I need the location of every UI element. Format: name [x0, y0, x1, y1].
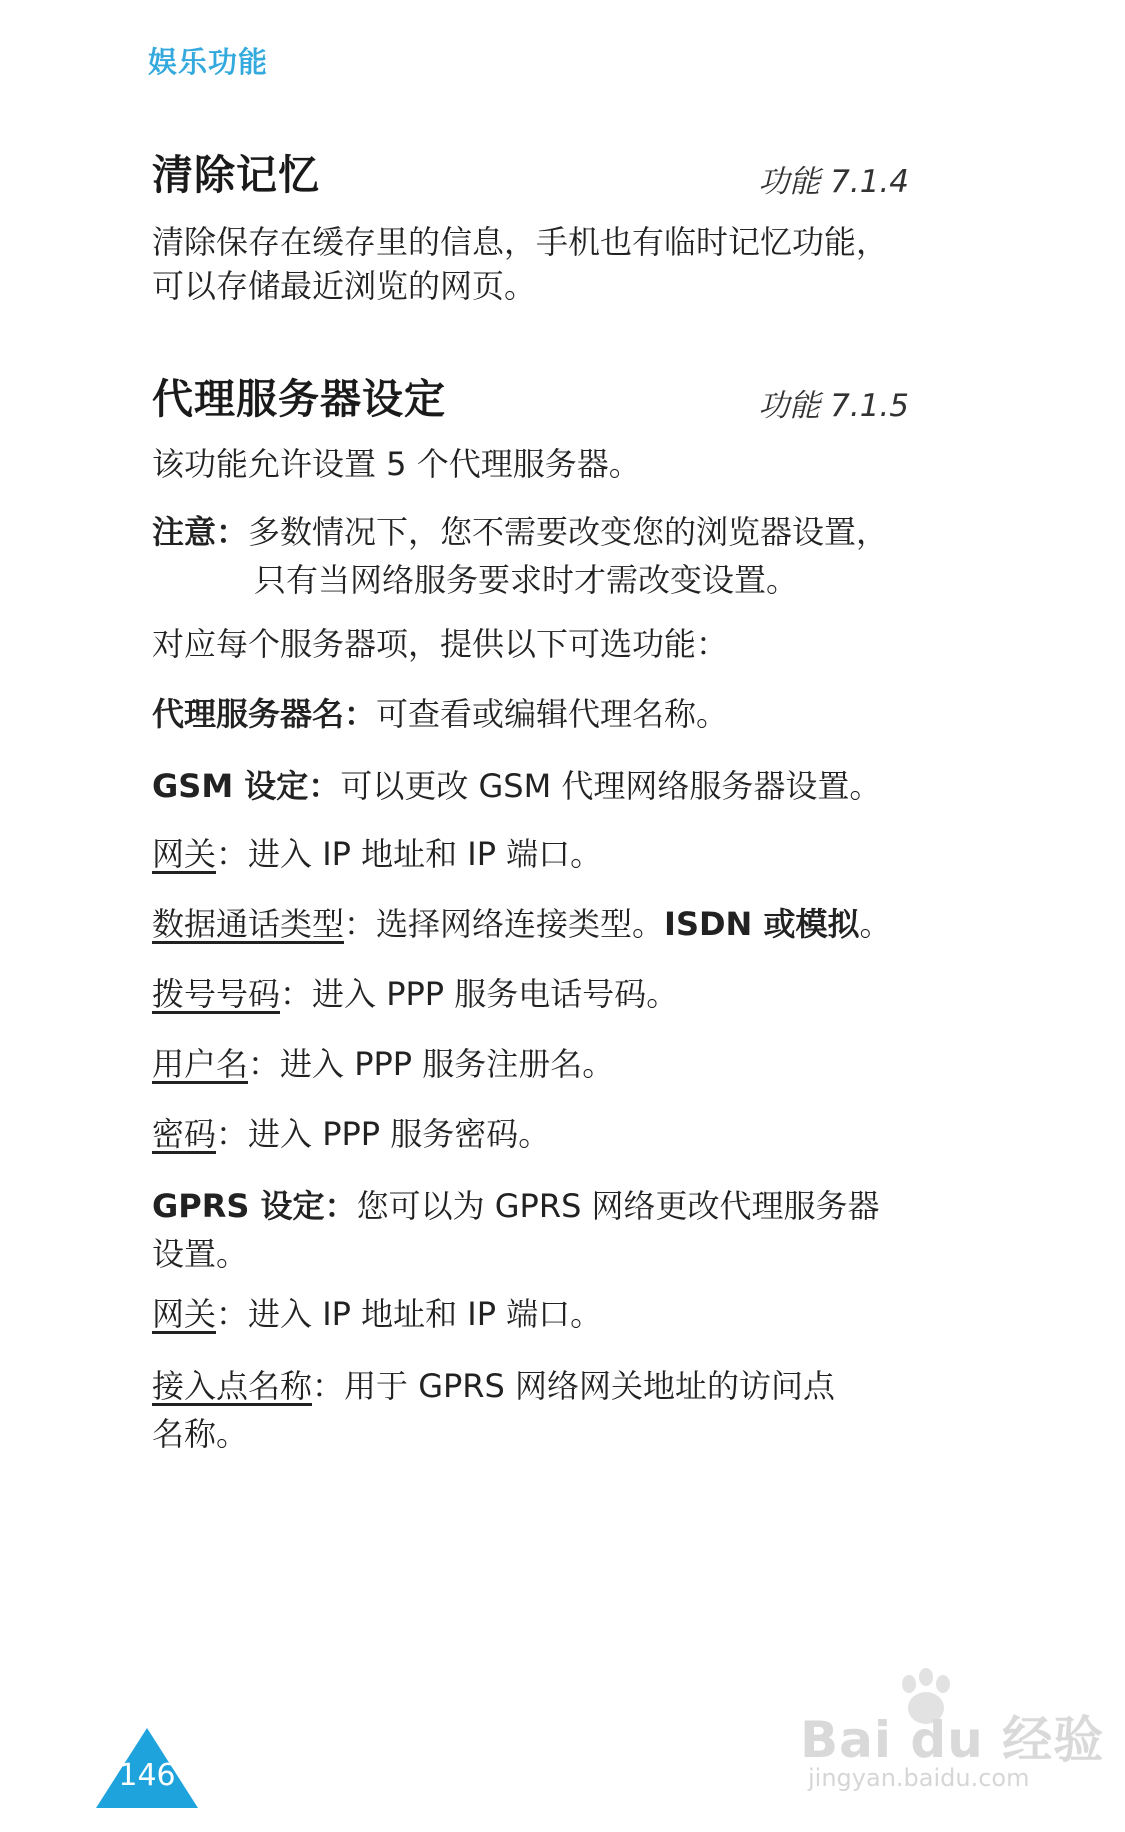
item-apn — [152, 1362, 912, 1458]
item-dial-number — [152, 970, 912, 1018]
term: 接入点名称 — [152, 1367, 313, 1405]
desc: ：进入 IP 地址和 IP 端口。 — [216, 835, 603, 873]
desc-line2: 设置。 — [152, 1235, 249, 1273]
section-title-clear-memory: 清除记忆 — [152, 151, 320, 199]
item-gsm-gateway — [152, 830, 912, 878]
desc: 可以更改 GSM 代理网络服务器设置。 — [340, 767, 882, 805]
desc: ：进入 PPP 服务电话号码。 — [280, 975, 679, 1013]
clear-memory-desc-line1: 清除保存在缓存里的信息，手机也有临时记忆功能， — [152, 223, 889, 261]
proxy-intro: 该功能允许设置 5 个代理服务器。 — [152, 445, 641, 483]
function-code: 功能 7.1.5 — [758, 388, 909, 424]
page-number: 146 — [118, 1758, 176, 1793]
term: 用户名 — [152, 1045, 249, 1083]
watermark-logo: Bai du 经验 — [800, 1711, 1105, 1769]
running-header: 娱乐功能 — [148, 45, 269, 79]
options-intro: 对应每个服务器项，提供以下可选功能： — [152, 625, 729, 663]
item-proxy-name — [152, 690, 912, 738]
note-line1: 多数情况下，您不需要改变您的浏览器设置， — [248, 513, 889, 551]
desc: ：进入 IP 地址和 IP 端口。 — [216, 1295, 603, 1333]
item-data-call-type — [152, 900, 912, 948]
item-password — [152, 1110, 912, 1158]
note-label: 注意： — [152, 513, 249, 551]
term: 网关 — [152, 1295, 217, 1333]
term: GSM 设定： — [152, 767, 341, 805]
item-username — [152, 1040, 912, 1088]
term: 密码 — [152, 1115, 217, 1153]
desc: 可查看或编辑代理名称。 — [376, 695, 729, 733]
desc: ：选择网络连接类型。 — [344, 905, 665, 943]
item-gprs-settings — [152, 1182, 912, 1278]
item-gsm-settings — [152, 762, 912, 810]
section-title-proxy: 代理服务器设定 — [152, 375, 446, 423]
desc-line1: ：用于 GPRS 网络网关地址的访问点 — [312, 1367, 836, 1405]
end: 。 — [859, 905, 892, 943]
term: 拨号号码 — [152, 975, 281, 1013]
desc-line2: 名称。 — [152, 1415, 249, 1453]
desc: ：进入 PPP 服务密码。 — [216, 1115, 551, 1153]
desc-line1: 您可以为 GPRS 网络更改代理服务器 — [356, 1187, 880, 1225]
item-gprs-gateway — [152, 1290, 912, 1338]
note-block — [152, 508, 912, 604]
term: 网关 — [152, 835, 217, 873]
term: 数据通话类型 — [152, 905, 345, 943]
options: ISDN 或模拟 — [664, 905, 860, 943]
desc: ：进入 PPP 服务注册名。 — [248, 1045, 615, 1083]
clear-memory-desc-line2: 可以存储最近浏览的网页。 — [152, 267, 537, 305]
watermark-url: jingyan.baidu.com — [808, 1764, 1030, 1792]
note-line2: 只有当网络服务要求时才需改变设置。 — [254, 561, 799, 599]
term: GPRS 设定： — [152, 1187, 357, 1225]
term: 代理服务器名： — [152, 695, 377, 733]
function-code: 功能 7.1.4 — [758, 164, 909, 200]
